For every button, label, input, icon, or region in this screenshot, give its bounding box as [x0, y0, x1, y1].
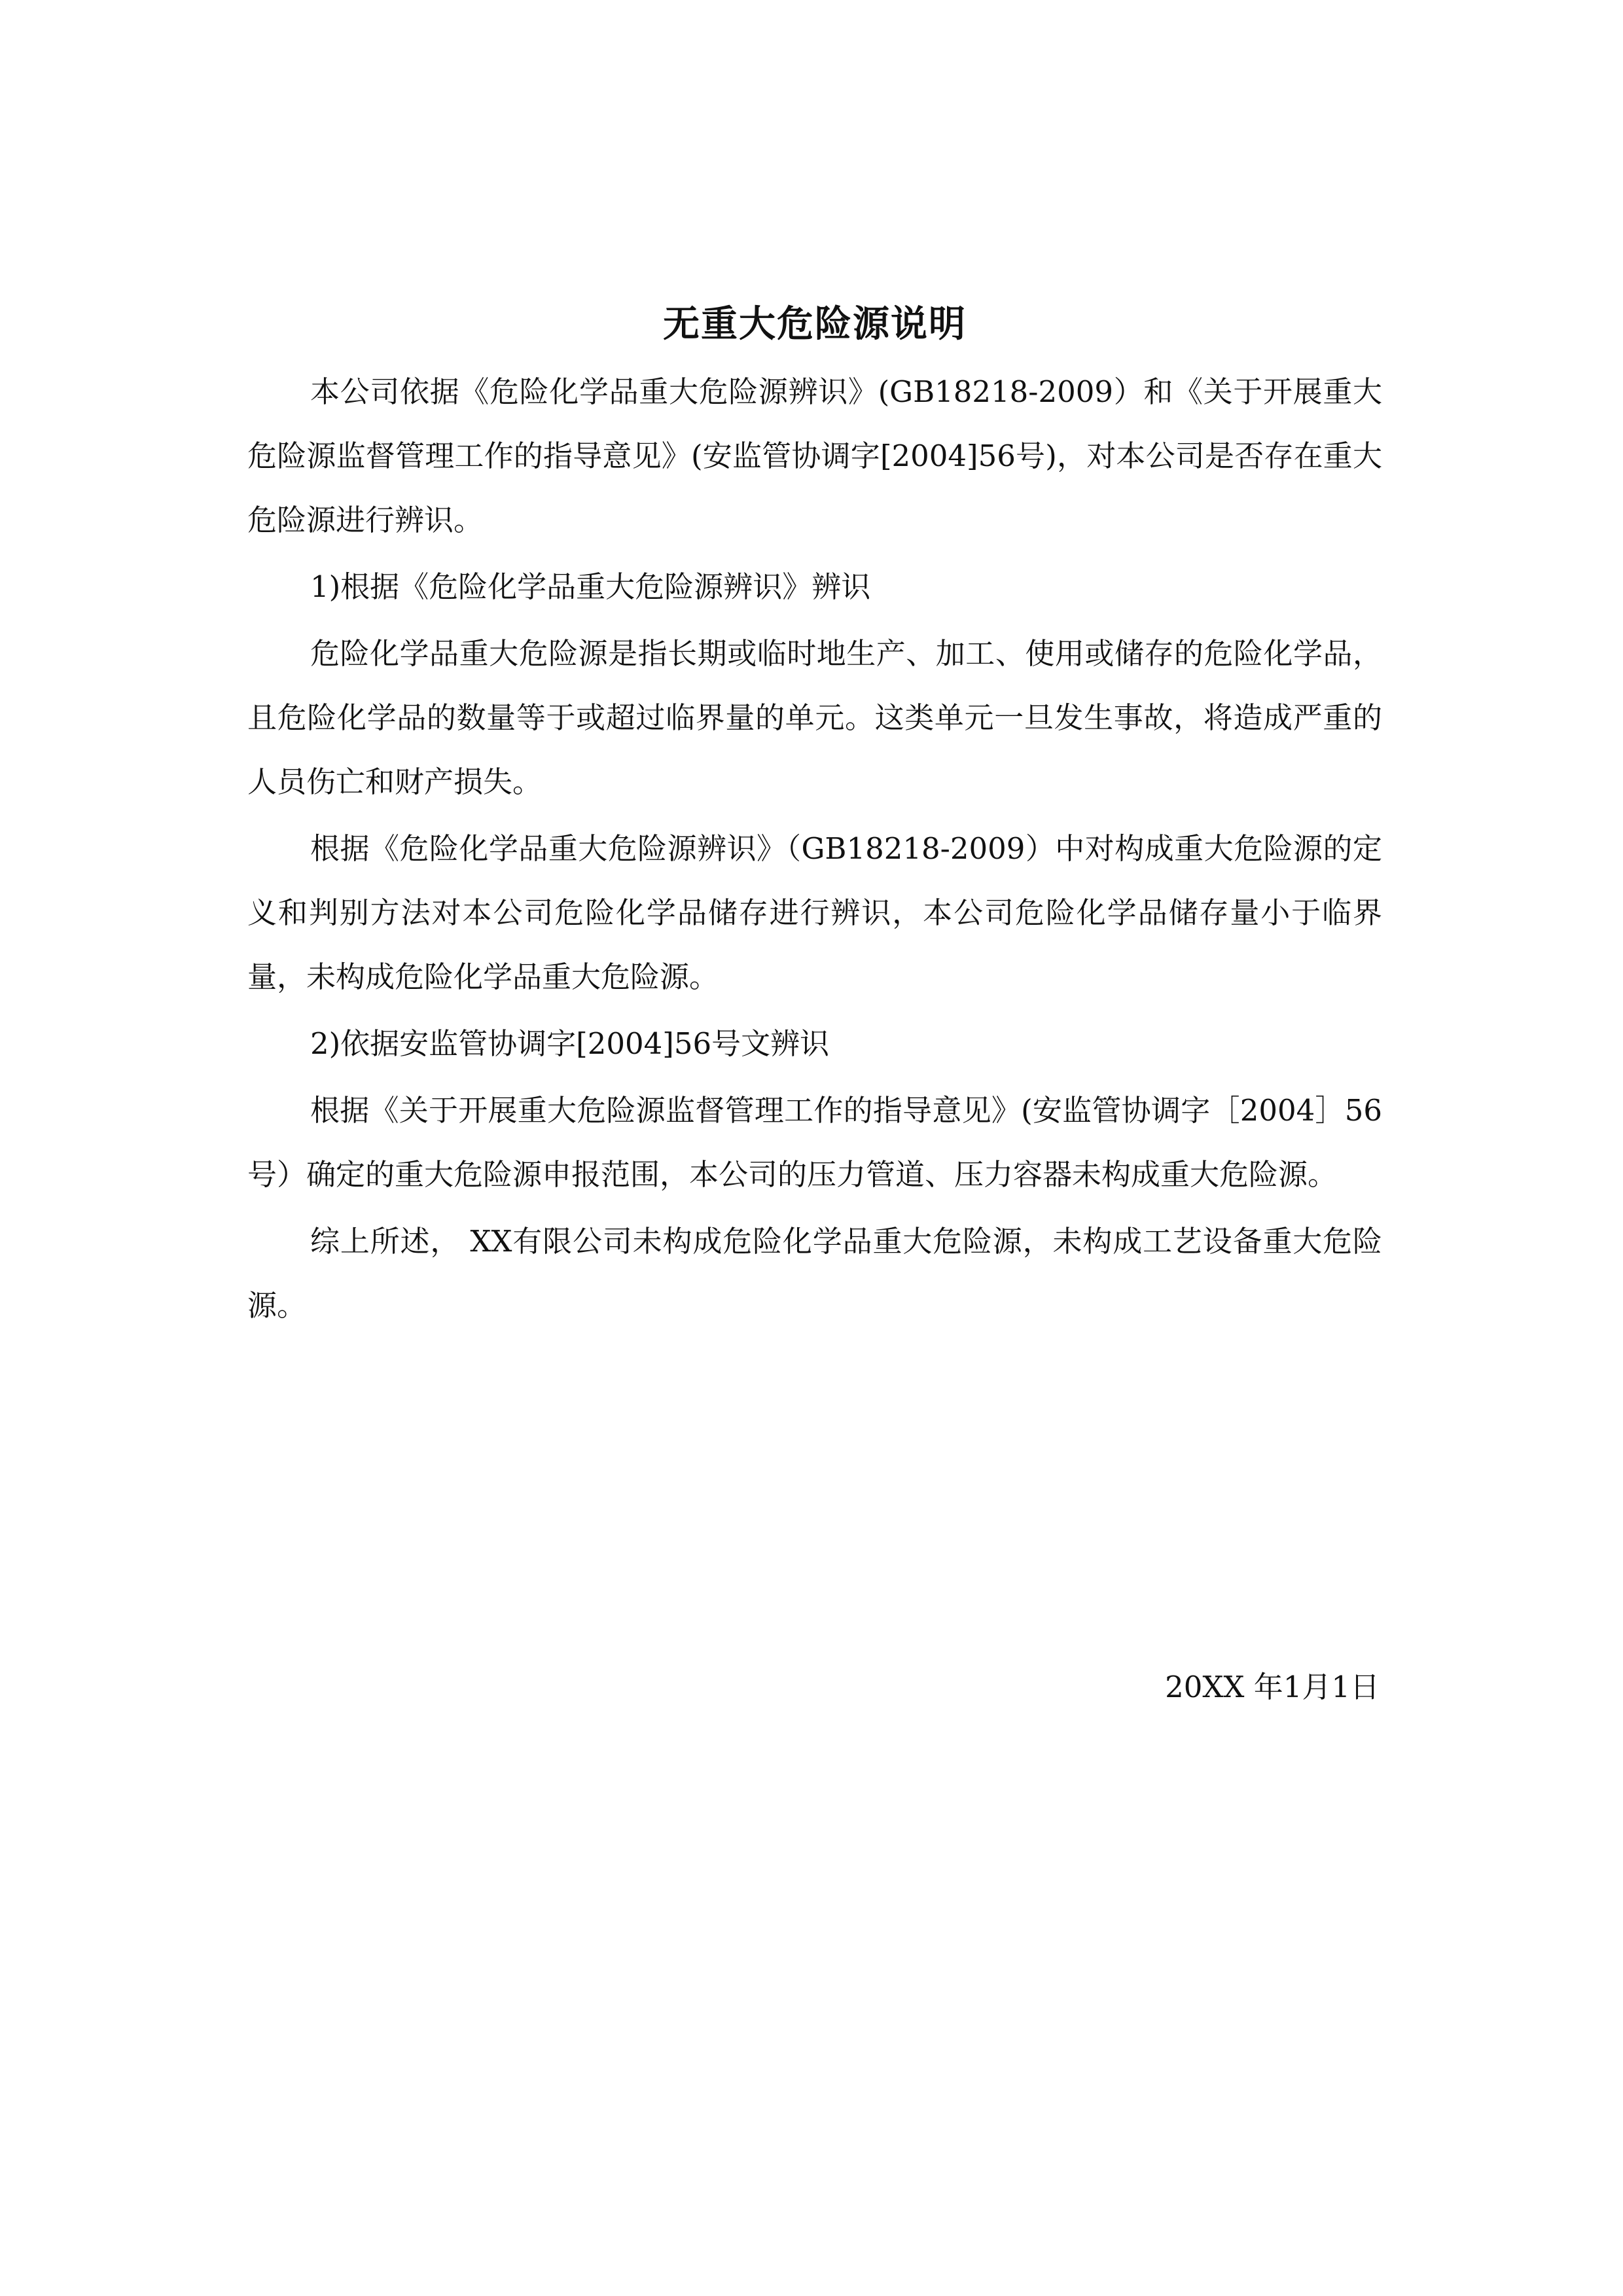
section1-paragraph-1: 危险化学品重大危险源是指长期或临时地生产、加工、使用或储存的危险化学品，且危险化学品的数量等于或超过临界量的单元。这类单元一旦发生事故，将造成严重的人员伤亡和财产损失。	[247, 636, 1382, 799]
section1-paragraph-2: 根据《危险化学品重大危险源辨识》（GB18218-2009）中对构成重大危险源的定义和判别方法对本公司危险化学品储存进行辨识，本公司危险化学品储存量小于临界量，未构成危险化学品重大危险源。	[247, 831, 1382, 994]
section2-heading: 2)依据安监管协调字[2004]56号文辨识	[310, 1026, 830, 1061]
document-body	[247, 288, 1382, 1338]
intro-paragraph: 本公司依据《危险化学品重大危险源辨识》(GB18218-2009）和《关于开展重大危险源监督管理工作的指导意见》(安监管协调字[2004]56号)，对本公司是否存在重大危险源进行辨识。	[247, 374, 1382, 537]
conclusion-paragraph: 综上所述， XX有限公司未构成危险化学品重大危险源，未构成工艺设备重大危险源。	[247, 1224, 1382, 1323]
document-title: 无重大危险源说明	[663, 302, 967, 346]
section1-heading: 1)根据《危险化学品重大危险源辨识》辨识	[310, 569, 871, 604]
document-date: 20XX 年1月1日	[1165, 1670, 1380, 1704]
section2-paragraph-1: 根据《关于开展重大危险源监督管理工作的指导意见》(安监管协调字［2004］56号）确定的重大危险源申报范围，本公司的压力管道、压力容器未构成重大危险源。	[247, 1093, 1382, 1192]
